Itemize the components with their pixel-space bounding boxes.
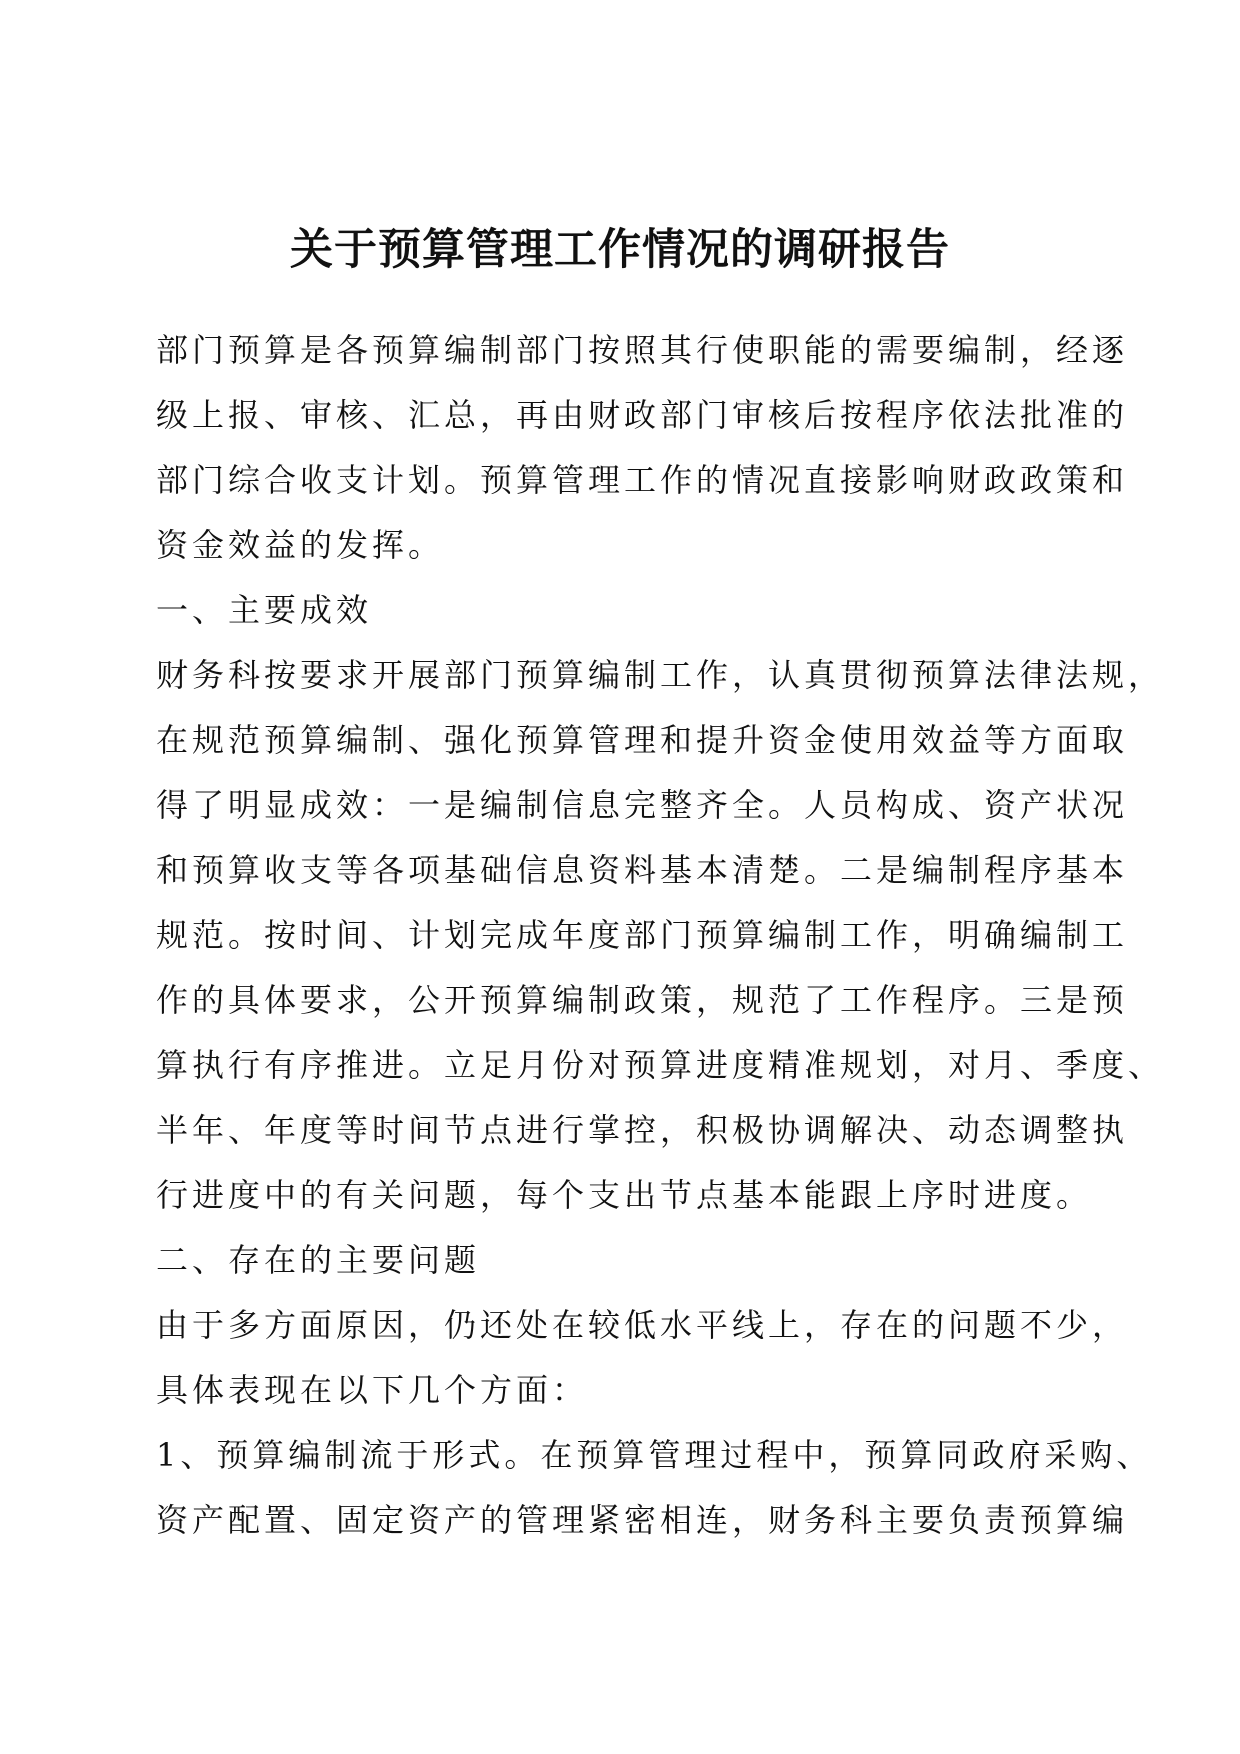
body-line: 1、预算编制流于形式。在预算管理过程中，预算同政府采购、 bbox=[156, 1436, 1153, 1474]
body-line: 财务科按要求开展部门预算编制工作，认真贯彻预算法律法规， bbox=[156, 656, 1165, 694]
body-line: 得了明显成效：一是编制信息完整齐全。人员构成、资产状况 bbox=[156, 786, 1129, 824]
body-line: 资金效益的发挥。 bbox=[156, 526, 445, 564]
body-line: 算执行有序推进。立足月份对预算进度精准规划，对月、季度、 bbox=[156, 1046, 1165, 1084]
section-heading: 二、存在的主要问题 bbox=[156, 1241, 481, 1279]
body-line: 部门预算是各预算编制部门按照其行使职能的需要编制，经逐 bbox=[156, 331, 1129, 369]
body-line: 规范。按时间、计划完成年度部门预算编制工作，明确编制工 bbox=[156, 916, 1129, 954]
document-title: 关于预算管理工作情况的调研报告 bbox=[290, 225, 950, 275]
body-line: 部门综合收支计划。预算管理工作的情况直接影响财政政策和 bbox=[156, 461, 1129, 499]
body-line: 由于多方面原因，仍还处在较低水平线上，存在的问题不少， bbox=[156, 1306, 1129, 1344]
body-line: 在规范预算编制、强化预算管理和提升资金使用效益等方面取 bbox=[156, 721, 1129, 759]
body-line: 和预算收支等各项基础信息资料基本清楚。二是编制程序基本 bbox=[156, 851, 1129, 889]
body-line: 作的具体要求，公开预算编制政策，规范了工作程序。三是预 bbox=[156, 981, 1129, 1019]
body-line: 级上报、审核、汇总，再由财政部门审核后按程序依法批准的 bbox=[156, 396, 1129, 434]
section-heading: 一、主要成效 bbox=[156, 591, 373, 629]
body-line: 行进度中的有关问题，每个支出节点基本能跟上序时进度。 bbox=[156, 1176, 1093, 1214]
body-line: 半年、年度等时间节点进行掌控，积极协调解决、动态调整执 bbox=[156, 1111, 1129, 1149]
body-line: 资产配置、固定资产的管理紧密相连，财务科主要负责预算编 bbox=[156, 1501, 1129, 1539]
body-line: 具体表现在以下几个方面： bbox=[156, 1371, 589, 1409]
